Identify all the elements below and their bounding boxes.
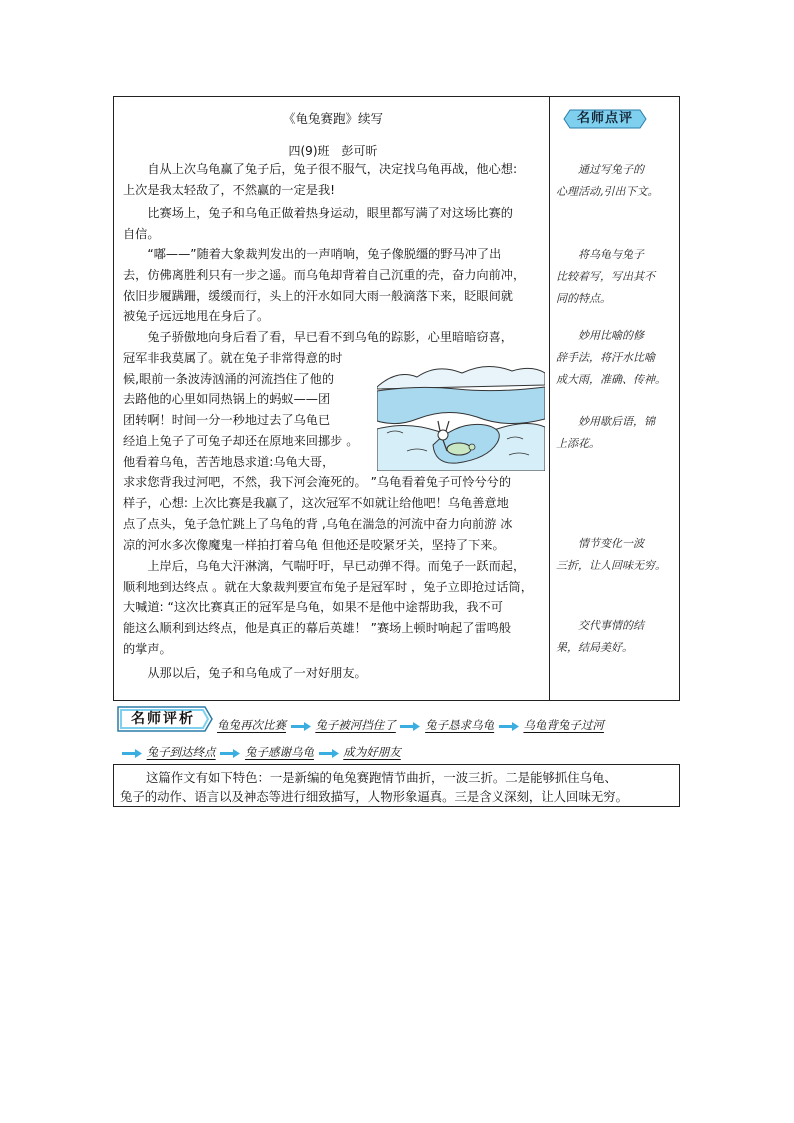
comment-1 [556,159,676,203]
teacher-comment-badge [562,109,648,129]
essay-line: 凉的河水多次像魔鬼一样拍打着乌龟 但他还是咬紧牙关，坚持了下来。 [123,538,505,552]
comment-line: 情节变化一波 [578,537,644,550]
flow-step: 兔子被河挡住了 [315,718,396,732]
essay-line: 团转啊！时间一分一秒地过去了乌龟已 [123,413,331,427]
flow-step: 龟兔再次比赛 [217,718,286,732]
badge-label: 名师点评 [576,111,633,126]
comment-line: 上添花。 [556,437,600,450]
plot-flow-row-1 [217,717,604,733]
comment-line: 心理活动,引出下文。 [556,185,659,198]
comment-line: 通过写兔子的 [578,163,644,176]
essay-line: 兔子骄傲地向身后看了看，早已看不到乌龟的踪影，心里暗暗窃喜， [123,330,513,344]
right-arrow-icon [220,749,240,758]
essay-author: 四(9)班 彭可昕 [288,144,378,158]
comment-3 [556,325,676,391]
comment-line: 果，结局美好。 [556,641,633,654]
essay-line: 自从上次乌龟赢了兔子后，兔子很不服气，决定找乌龟再战，他心想: [123,162,518,176]
essay-line: 顺利地到达终点 。就在大象裁判要宣布兔子是冠军时 ，兔子立即抢过话筒， [123,580,533,594]
right-arrow-icon [400,722,420,731]
flow-step: 成为好朋友 [343,745,401,759]
flow-step: 乌龟背兔子过河 [523,718,604,732]
essay-line: 上岸后，乌龟大汗淋漓，气喘吁吁，早已动弹不得。而兔子一跃而起， [123,559,526,573]
right-arrow-icon [122,749,142,758]
evaluation-summary [113,764,680,807]
essay-line: 被兔子远远地甩在身后了。 [123,309,270,323]
summary-line: 兔子的动作、语言以及神态等进行细致描写，人物形象逼真。三是含义深刻，让人回味无穷。 [120,789,629,804]
essay-line: 自信。 [123,227,160,241]
comment-line: 将乌龟与兔子 [578,248,644,261]
essay-line: 点了点头，兔子急忙跳上了乌龟的背 ,乌龟在湍急的河流中奋力向前游 冰 [123,517,513,531]
essay-line: 经追上兔子了可兔子却还在原地来回挪步 。 [123,434,359,448]
flow-step: 兔子感谢乌龟 [244,745,314,759]
essay-title: 《龟兔赛跑》续写 [282,111,383,126]
essay-line: 去路他的心里如同热锅上的蚂蚁——团 [123,392,331,406]
comment-5 [556,533,676,577]
essay-line: 的掌声。 [123,642,172,656]
river-illustration [377,359,545,471]
essay-line: 大喊道: “这次比赛真正的冠军是乌龟，如果不是他中途帮助我，我不可 [123,600,503,614]
essay-line: 依旧步履蹒跚，缓缓而行，头上的汗水如同大雨一般滴落下来，眨眼间就 [123,289,513,303]
essay-line: 求求您背我过河吧，不然，我下河会淹死的。 ”乌龟看着兔子可怜兮兮的 [123,475,511,489]
flow-step: 兔子到达终点 [146,745,216,759]
essay-line: 去，仿佛离胜利只有一步之遥。而乌龟却背着自己沉重的壳，奋力向前冲， [123,268,526,282]
summary-line: 这篇作文有如下特色：一是新编的龟兔赛跑情节曲折，一波三折。二是能够抓住乌龟、 [146,770,617,785]
essay-line: 他看着乌龟，苦苦地恳求道:乌龟大哥， [123,455,335,469]
essay-line: 上次是我太轻敌了，不然赢的一定是我! [123,183,336,197]
comment-2 [556,244,676,310]
column-divider [549,97,550,700]
comment-line: 同的特点。 [556,292,611,305]
comment-line: 成大雨，准确、传神。 [556,373,666,386]
essay-line: 比赛场上，兔子和乌龟正做着热身运动，眼里都写满了对这场比赛的 [123,206,513,220]
right-arrow-icon [291,722,311,731]
evaluation-label: 名师评析 [131,711,195,727]
comment-4 [556,411,676,455]
right-arrow-icon [499,722,519,731]
right-arrow-icon [319,749,339,758]
comment-line: 比较着写，写出其不 [556,270,655,283]
essay-line: 能这么顺利到达终点，他是真正的幕后英雄！ ”赛场上顿时响起了雷鸣般 [123,621,511,635]
plot-flow-row-2 [121,744,401,760]
comment-line: 妙用比喻的修 [578,329,644,342]
comment-line: 交代事情的结 [578,619,644,632]
comment-line: 辞手法，将汗水比喻 [556,351,655,364]
essay-line: 样子，心想: 上次比赛是我赢了，这次冠军不如就让给他吧！乌龟善意地 [123,496,509,510]
essay-box [113,96,680,701]
comment-line: 三折，让人回味无穷。 [556,559,666,572]
essay-line: 从那以后，兔子和乌龟成了一对好朋友。 [123,666,367,680]
essay-line: 冠军非我莫属了。就在兔子非常得意的时 [123,351,343,365]
comment-6 [556,615,676,659]
essay-line: 候,眼前一条波涛汹涌的河流挡住了他的 [123,372,335,386]
flow-step: 兔子恳求乌龟 [425,718,495,732]
essay-line: “嘟——”随着大象裁判发出的一声哨响，兔子像脱缰的野马冲了出 [123,247,502,261]
comment-line: 妙用歇后语，锦 [578,415,655,428]
